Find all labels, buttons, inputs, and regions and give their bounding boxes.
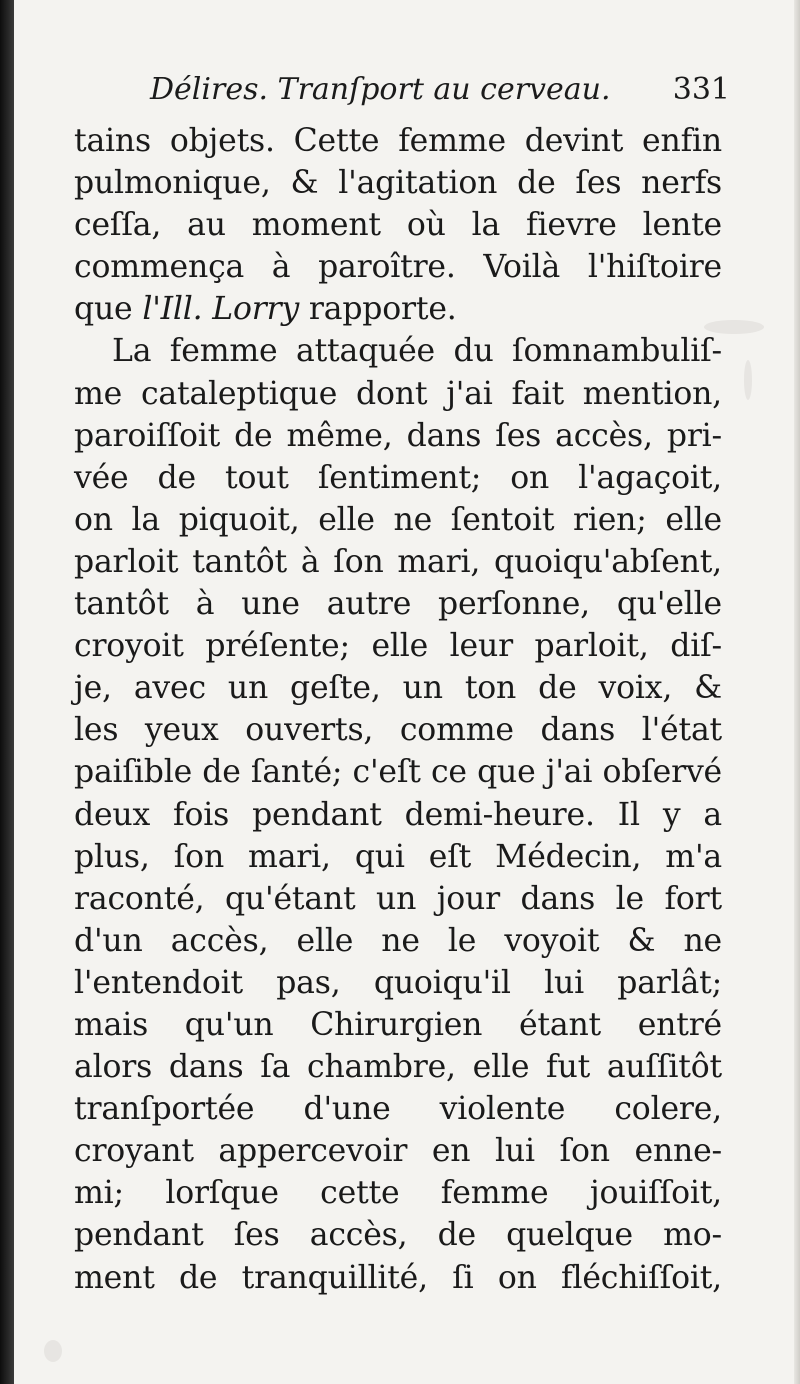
text-line: croyoit préſente; elle leur parloit, diſ- <box>74 628 722 665</box>
text-line: paiſible de ſanté; c'eſt ce que j'ai obſervé <box>74 754 722 791</box>
text-line: l'entendoit pas, quoiqu'il lui parlât; <box>74 964 722 1001</box>
text-line: vée de tout ſentiment; on l'agaçoit, <box>74 459 722 496</box>
text-line: pulmonique, & l'agitation de ſes nerfs <box>74 165 722 202</box>
text-line: plus, ſon mari, qui eſt Médecin, m'a <box>74 838 722 875</box>
text-line: parloit tantôt à ſon mari, quoiqu'abſent, <box>74 543 722 580</box>
text-line: paroiſſoit de même, dans ſes accès, pri- <box>74 417 722 454</box>
book-page <box>14 0 800 1384</box>
running-title: Délires. Tranſport au cerveau. <box>150 72 611 107</box>
text-span: rapporte. <box>308 291 457 328</box>
text-line: ceſſa, au moment où la fievre lente <box>74 207 722 244</box>
text-line: pendant ſes accès, de quelque mo- <box>74 1217 722 1254</box>
text-line: on la piquoit, elle ne ſentoit rien; elle <box>74 501 722 538</box>
text-line: tains objets. Cette femme devint enfin <box>74 123 722 159</box>
text-line: ment de tranquillité, ſi on fléchiſſoit, <box>74 1259 722 1296</box>
text-line: me cataleptique dont j'ai fait mention, <box>74 375 722 412</box>
paper-smudge <box>44 1340 62 1362</box>
text-line: d'un accès, elle ne le voyoit & ne <box>74 922 722 959</box>
page-header <box>150 70 730 116</box>
text-line: tantôt à une autre perſonne, qu'elle <box>74 586 722 623</box>
body-text <box>74 120 722 1299</box>
page-edge <box>794 0 800 1384</box>
text-line <box>74 288 722 330</box>
text-line: deux fois pendant demi-heure. Il y a <box>74 796 722 833</box>
cited-author: l'Ill. Lorry <box>142 291 300 328</box>
text-line: raconté, qu'étant un jour dans le fort <box>74 880 722 917</box>
text-line: tranſportée d'une violente colere, <box>74 1091 722 1128</box>
text-line: je, avec un geſte, un ton de voix, & <box>74 670 722 707</box>
page-number: 331 <box>672 72 730 107</box>
text-line: alors dans ſa chambre, elle fut auſſitôt <box>74 1049 722 1086</box>
paper-smudge <box>744 360 752 400</box>
text-line: mi; lorſque cette femme jouiſſoit, <box>74 1175 722 1212</box>
text-line: croyant appercevoir en lui ſon enne- <box>74 1133 722 1170</box>
text-line: les yeux ouverts, comme dans l'état <box>74 712 722 749</box>
text-line: commença à paroître. Voilà l'hiſtoire <box>74 249 722 286</box>
paragraph-start-line: La femme attaquée du ſomnambuliſ- <box>112 333 722 370</box>
text-line: mais qu'un Chirurgien étant entré <box>74 1006 722 1043</box>
binding-shadow <box>0 0 14 1384</box>
text-span: que <box>74 291 133 328</box>
